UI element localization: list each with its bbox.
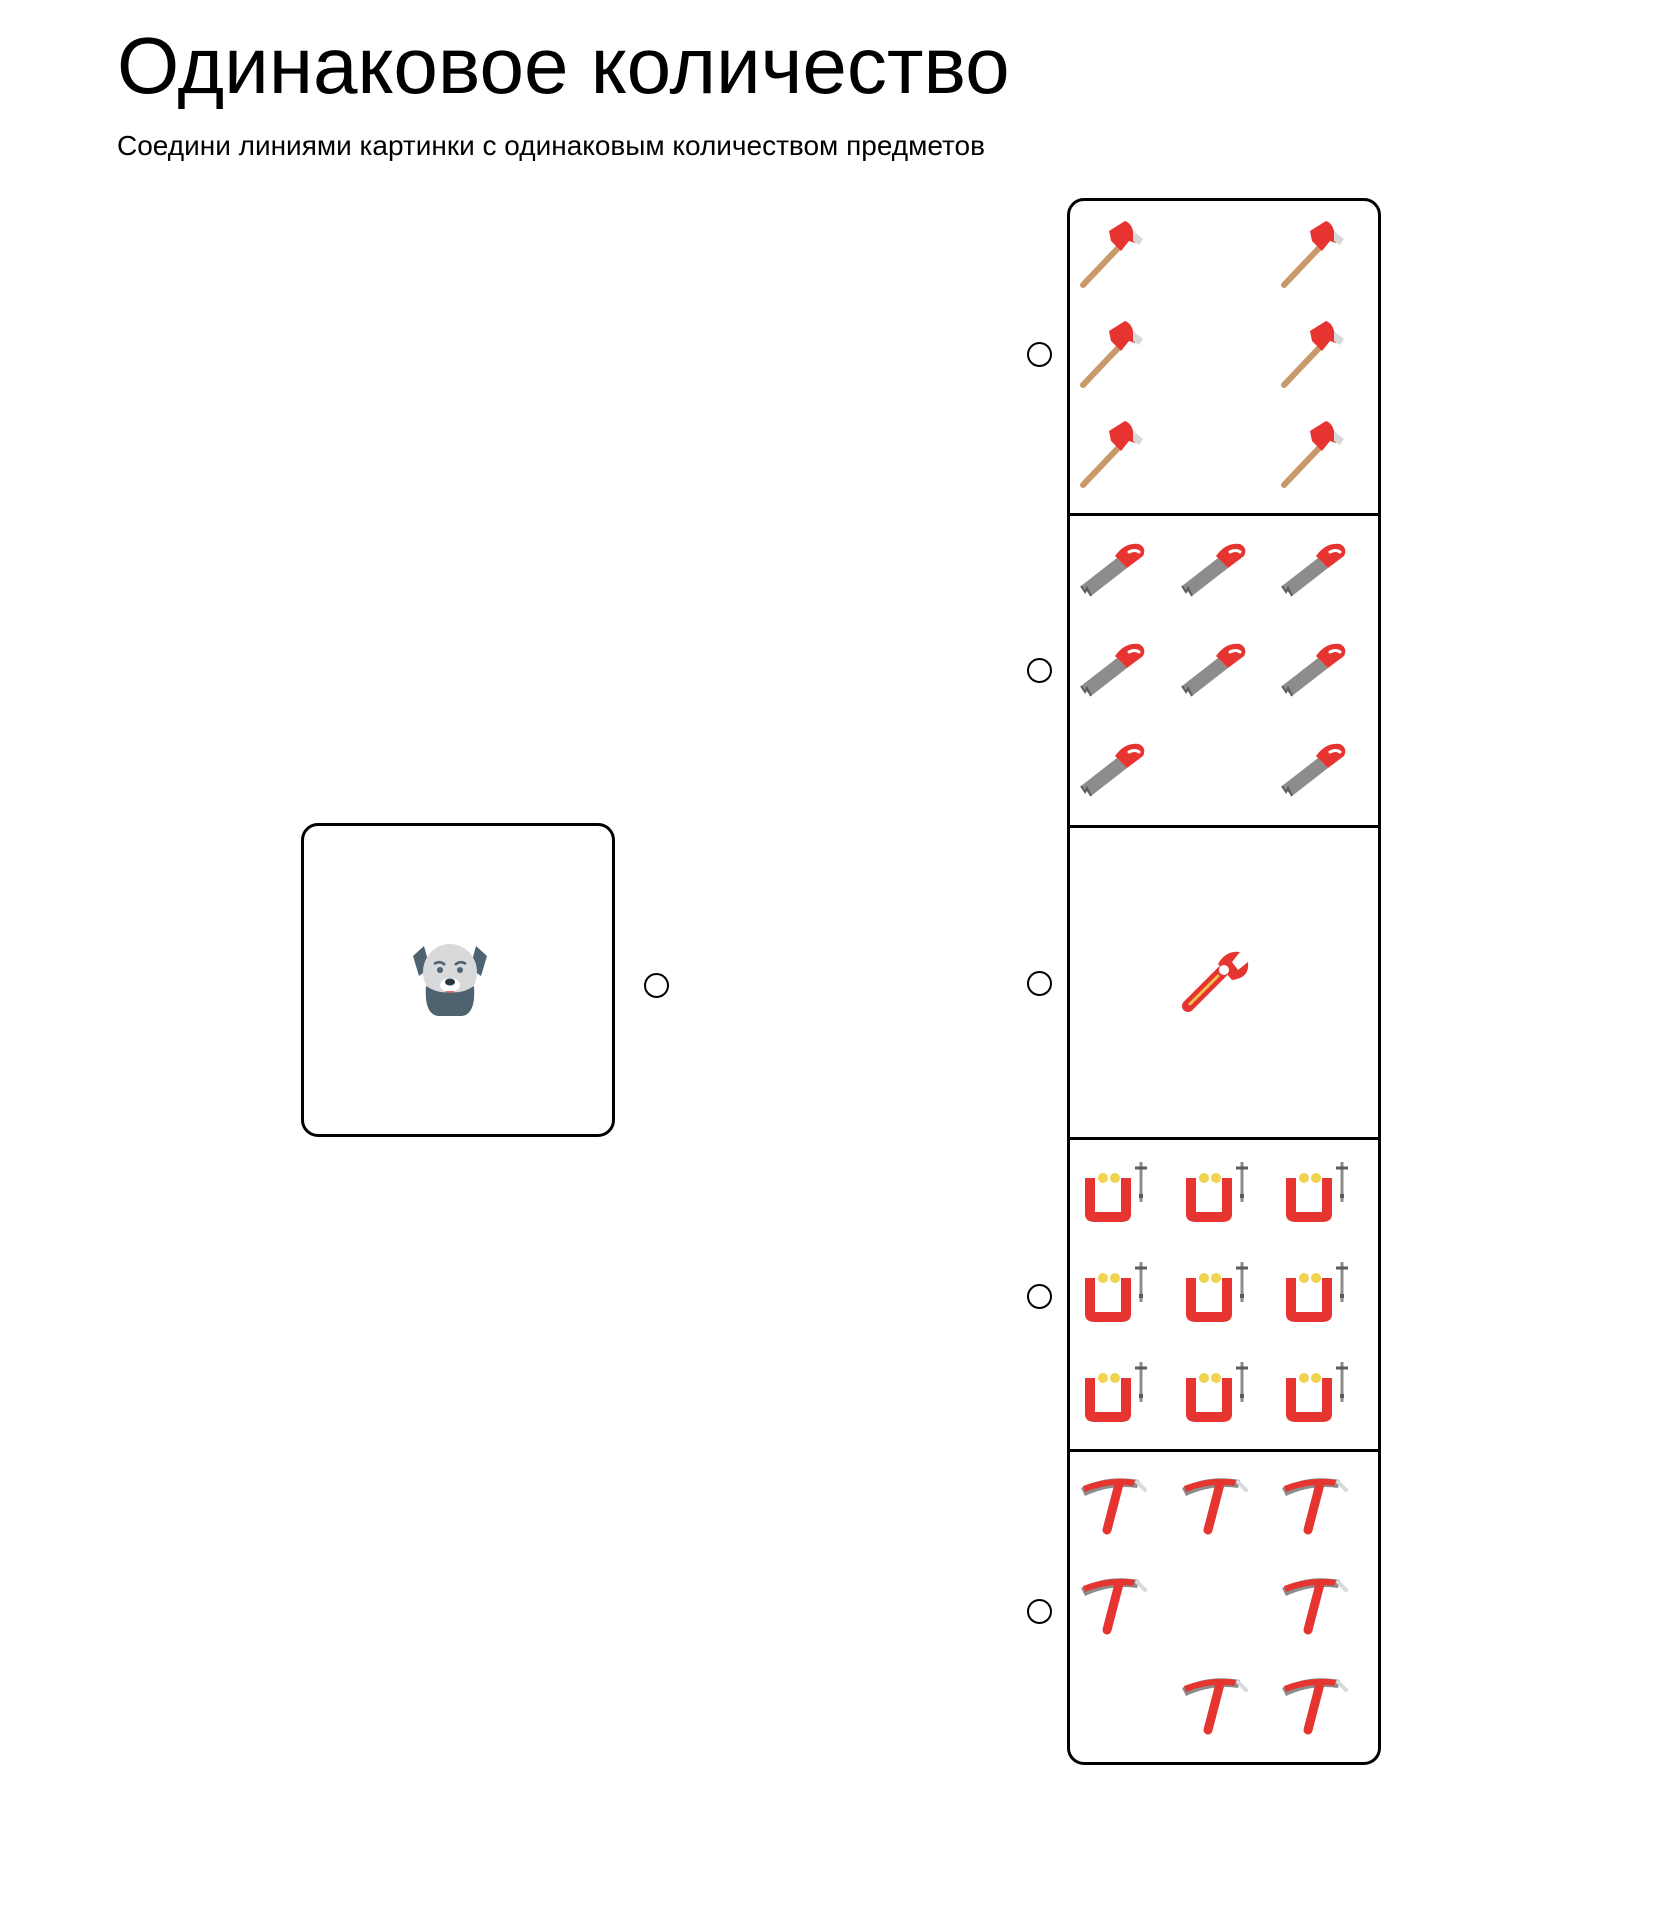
clamp-icon (1178, 1156, 1250, 1228)
hammer-icon (1077, 317, 1149, 389)
hammer-icon (1077, 217, 1149, 289)
left-picture-card (301, 823, 615, 1137)
wrench-icon (1178, 944, 1250, 1016)
hammer-icon (1077, 417, 1149, 489)
pickaxe-icon (1278, 1568, 1350, 1640)
picture-strip (1067, 198, 1381, 1765)
saw-icon (1178, 632, 1250, 704)
connector-dot-right-5[interactable] (1027, 1599, 1052, 1624)
saw-icon (1077, 632, 1149, 704)
pickaxe-icon (1278, 1668, 1350, 1740)
picture-cell-2 (1070, 513, 1378, 828)
connector-dot-right-3[interactable] (1027, 971, 1052, 996)
pickaxe-icon (1178, 1668, 1250, 1740)
saw-icon (1077, 732, 1149, 804)
hammer-icon (1278, 217, 1350, 289)
picture-cell-4 (1070, 1137, 1378, 1452)
clamp-icon (1278, 1256, 1350, 1328)
connector-dot-left[interactable] (644, 973, 669, 998)
picture-cell-5 (1070, 1449, 1378, 1764)
pickaxe-icon (1077, 1568, 1149, 1640)
clamp-icon (1077, 1156, 1149, 1228)
page-title: Одинаковое количество (117, 21, 1010, 110)
connector-dot-right-2[interactable] (1027, 658, 1052, 683)
hammer-icon (1278, 317, 1350, 389)
saw-icon (1077, 532, 1149, 604)
clamp-icon (1278, 1356, 1350, 1428)
dog-icon (410, 938, 490, 1018)
saw-icon (1278, 632, 1350, 704)
clamp-icon (1178, 1356, 1250, 1428)
saw-icon (1178, 532, 1250, 604)
clamp-icon (1077, 1256, 1149, 1328)
saw-icon (1278, 532, 1350, 604)
pickaxe-icon (1077, 1468, 1149, 1540)
pickaxe-icon (1178, 1468, 1250, 1540)
clamp-icon (1278, 1156, 1350, 1228)
picture-cell-1 (1070, 201, 1378, 513)
connector-dot-right-1[interactable] (1027, 342, 1052, 367)
connector-dot-right-4[interactable] (1027, 1284, 1052, 1309)
instruction-text: Соедини линиями картинки с одинаковым количеством предметов (117, 130, 985, 161)
clamp-icon (1178, 1256, 1250, 1328)
saw-icon (1278, 732, 1350, 804)
picture-cell-3 (1070, 825, 1378, 1140)
hammer-icon (1278, 417, 1350, 489)
clamp-icon (1077, 1356, 1149, 1428)
pickaxe-icon (1278, 1468, 1350, 1540)
